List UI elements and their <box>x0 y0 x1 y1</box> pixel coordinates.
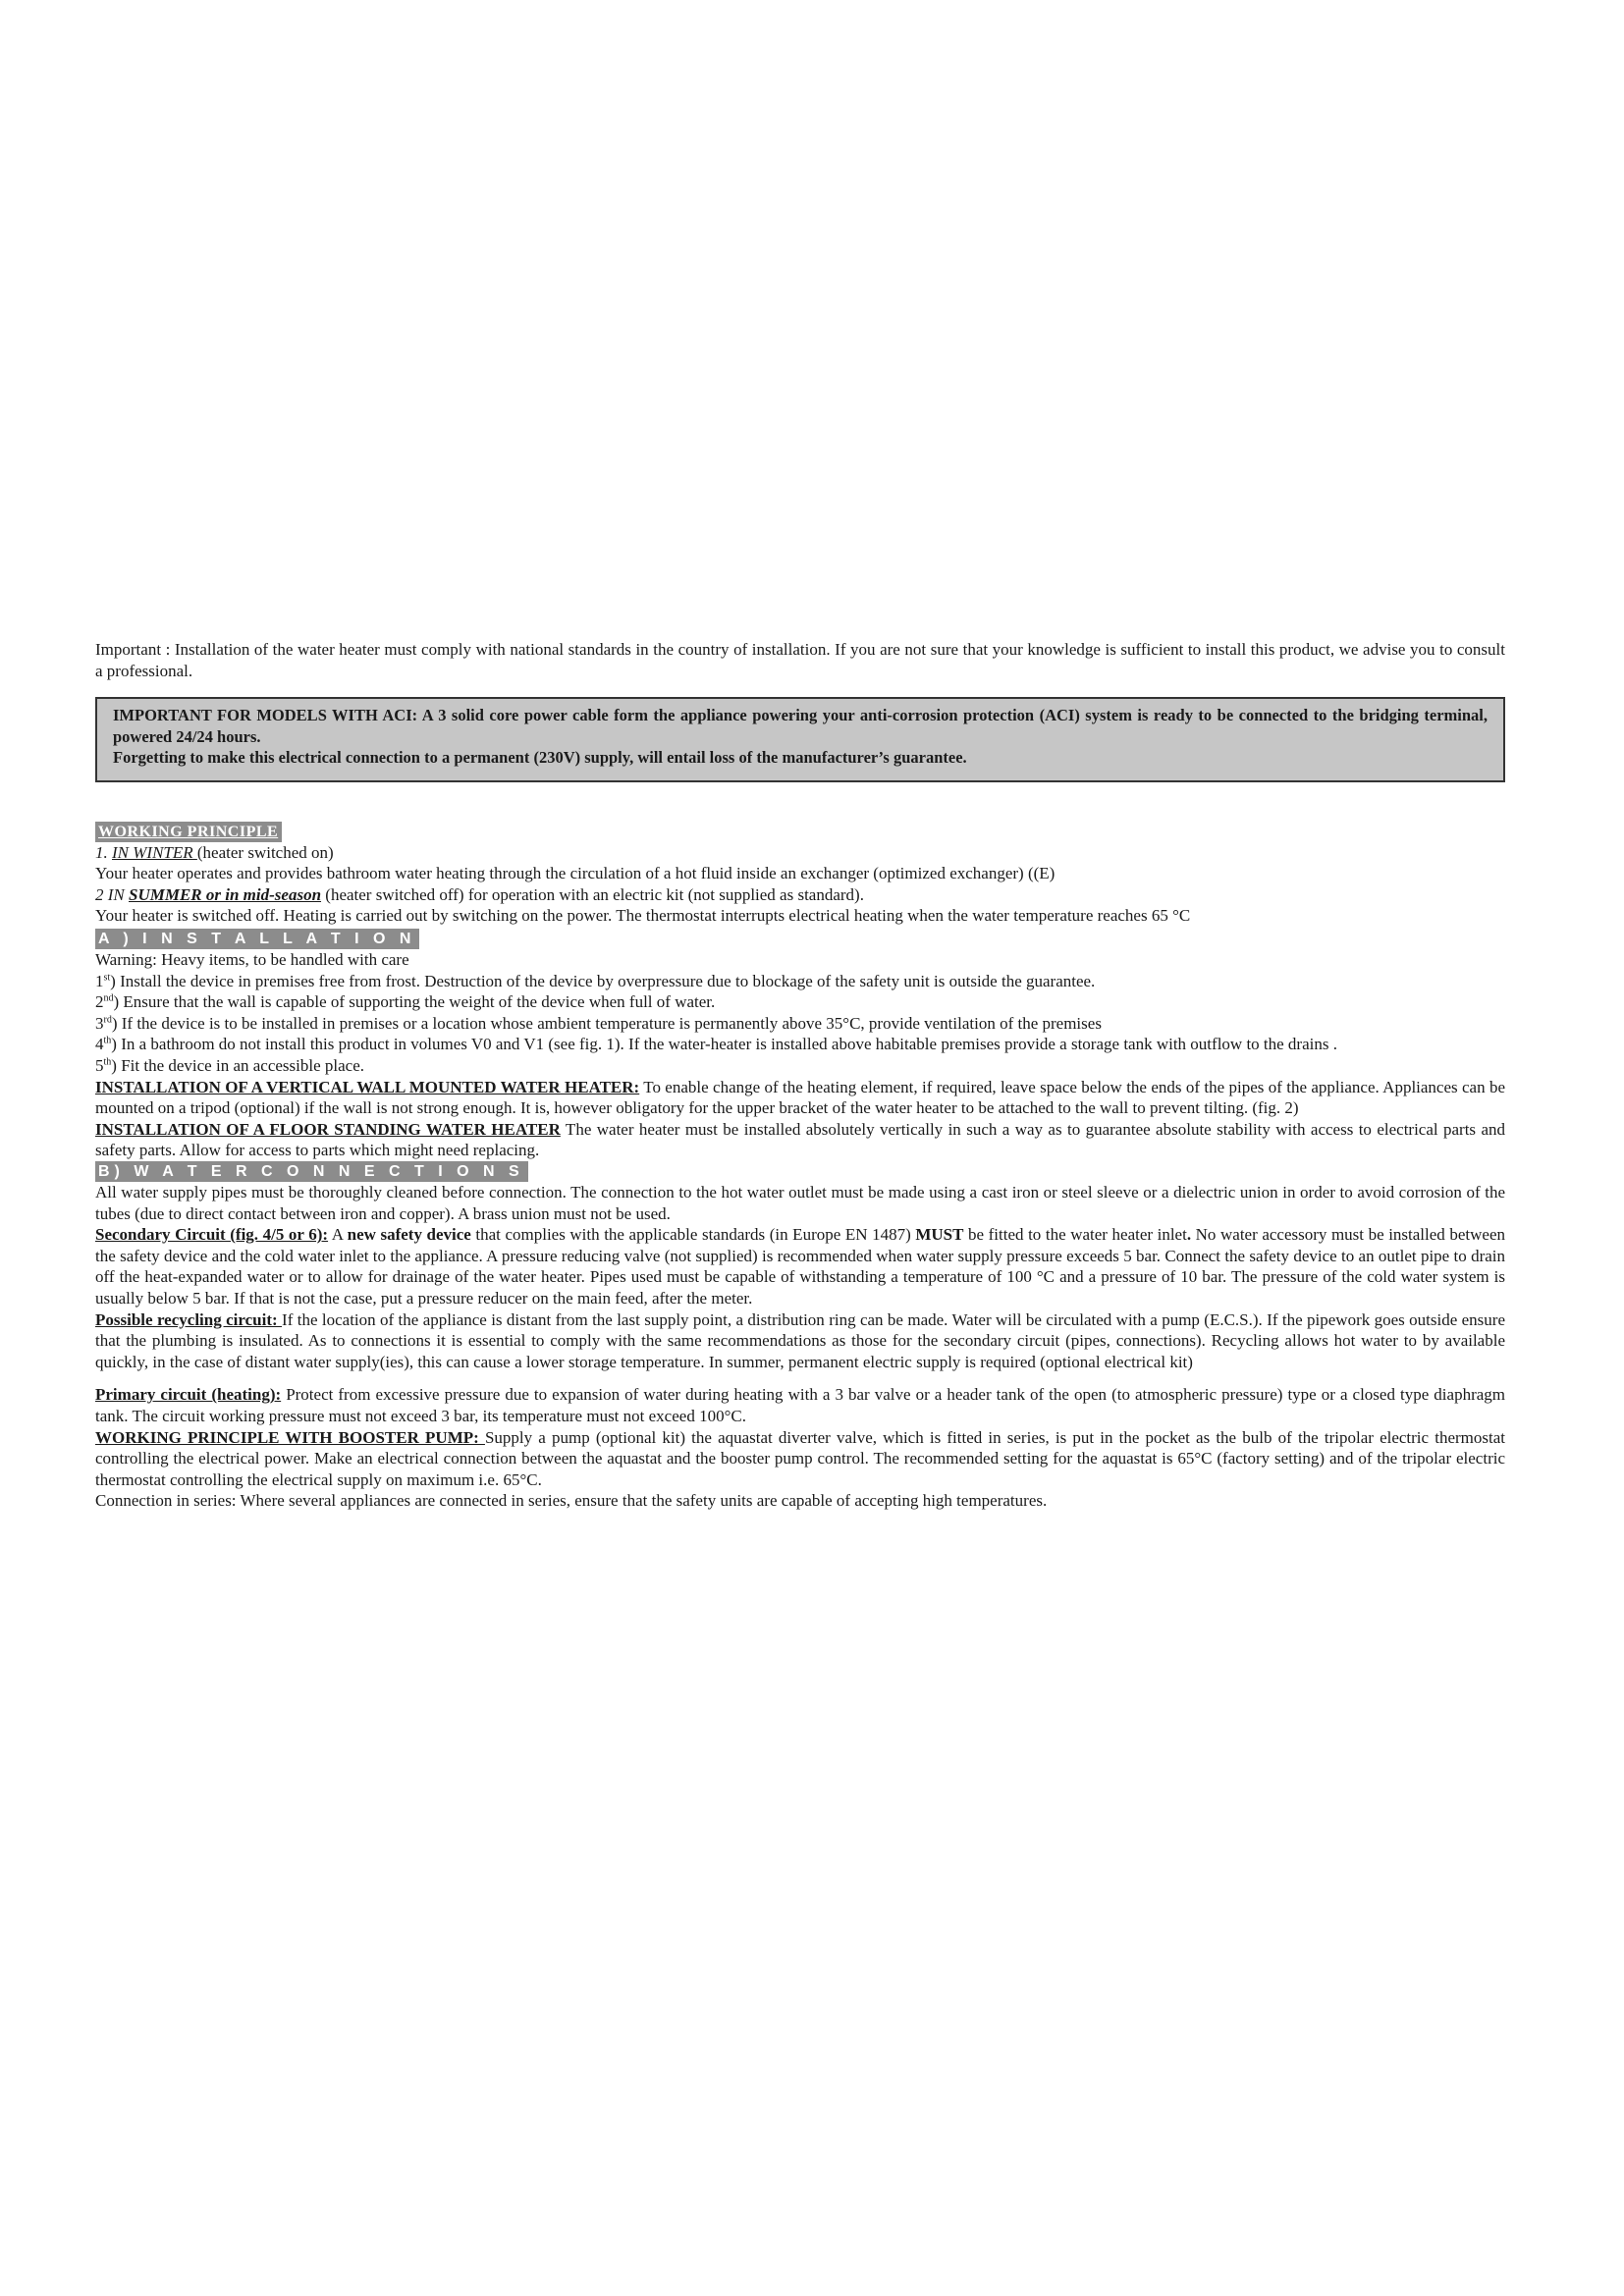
booster-pump-paragraph: WORKING PRINCIPLE WITH BOOSTER PUMP: Supply a pump (optional kit) the aquastat diverter valve, which is fitted in series, is put in the pocket as the bulb of the tripolar electric thermostat controlling the electrical power. Make an electrical connection between the aquastat and the booster pump control. The recommended setting for the aquastat is 65°C (factory setting) and of the tripolar electric thermostat controlling the electrical supply on maximum i.e. 65°C. <box>95 1427 1505 1489</box>
water-connections-general: All water supply pipes must be thoroughly cleaned before connection. The connection to the hot water outlet must be made using a cast iron or steel sleeve or a dielectric union in order to avoid corrosion of the tubes (due to direct contact between iron and copper). A brass union must not be used. <box>95 1183 1505 1223</box>
winter-label: IN WINTER <box>112 842 197 862</box>
recycling-circuit-paragraph: Possible recycling circuit: If the location of the appliance is distant from the last supply point, a distribution ring can be made. Water will be circulated with a pump (E.C.S.). If the pipework goes outside ensure that the plumbing is insulated. As to connections it is essential to comply with the same recommendations as those for the secondary circuit (pipes, connections). Recycling allows hot water to by available quickly, in the case of distant water supply(ies), this can cause a lower storage temperature. In summer, permanent electric supply is required (optional electrical kit) <box>95 1309 1505 1371</box>
installation-steps-list <box>95 971 1505 1077</box>
summer-text: Your heater is switched off. Heating is carried out by switching on the power. The thermostat interrupts electrical heating when the water temperature reaches 65 °C <box>95 906 1191 926</box>
primary-circuit-heading: Primary circuit (heating): <box>95 1385 282 1405</box>
wall-mounted-heading: INSTALLATION OF A VERTICAL WALL MOUNTED WATER HEATER: <box>95 1077 640 1096</box>
floor-standing-paragraph: INSTALLATION OF A FLOOR STANDING WATER HEATER The water heater must be installed absolutely vertically in such a way as to guarantee absolute stability with access to electrical parts and safety parts. Allow for access to parts which might need replacing. <box>95 1119 1505 1160</box>
primary-circuit-paragraph: Primary circuit (heating): Protect from excessive pressure due to expansion of water during heating with a 3 bar valve or a header tank of the open (to atmospheric pressure) type or a closed type diaphragm tank. The circuit working pressure must not exceed 3 bar, its temperature must not exceed 100°C. <box>95 1385 1505 1425</box>
intro-paragraph: Important : Installation of the water heater must comply with national standards in the country of installation. If you are not sure that your knowledge is sufficient to install this product, we advise you to consult a professional. <box>95 640 1505 680</box>
winter-text: Your heater operates and provides bathroom water heating through the circulation of a hot fluid inside an exchanger (optimized exchanger) ((E) <box>95 864 1056 883</box>
aci-warning-line-2: Forgetting to make this electrical connection to a permanent (230V) supply, will entail loss of the manufacturer’s guarantee. <box>113 748 967 768</box>
secondary-circuit-heading: Secondary Circuit (fig. 4/5 or 6): <box>95 1225 329 1245</box>
wall-mounted-paragraph: INSTALLATION OF A VERTICAL WALL MOUNTED WATER HEATER: To enable change of the heating element, if required, leave space below the ends of the pipes of the appliance. Appliances can be mounted on a tripod (optional) if the wall is not strong enough. It is, however obligatory for the upper bracket of the water heater to be attached to the wall to prevent tilting. (fig. 2) <box>95 1077 1505 1118</box>
connection-in-series-paragraph: Connection in series: Where several appliances are connected in series, ensure that the safety units are capable of accepting high temperatures. <box>95 1491 1048 1511</box>
summer-label: SUMMER or in mid-season <box>129 884 322 904</box>
secondary-circuit-paragraph: Secondary Circuit (fig. 4/5 or 6): A new safety device that complies with the applicable standards (in Europe EN 1487) MUST be fitted to the water heater inlet. No water accessory must be installed between the safety device and the cold water inlet to the appliance. A pressure reducing valve (not supplied) is recommended when water supply pressure exceeds 5 bar. Connect the safety device to an outlet pipe to drain off the heat-expanded water or to allow for drainage of the water heater. Pipes used must be capable of withstanding a temperature of 100 °C and a pressure of 10 bar. The pressure of the cold water system is usually below 5 bar. If that is not the case, put a pressure reducer on the main feed, after the meter. <box>95 1225 1506 1308</box>
installation-section <box>95 929 1505 1161</box>
summer-heading-line: 2 IN SUMMER or in mid-season (heater switched off) for operation with an electric kit (not supplied as standard). <box>95 884 864 904</box>
aci-warning-line-1: IMPORTANT FOR MODELS WITH ACI: A 3 solid core power cable form the appliance powering your anti-corrosion protection (ACI) system is ready to be connected to the bridging terminal, powered 24/24 hours. <box>113 706 1488 746</box>
installation-step: 1st) Install the device in premises free from frost. Destruction of the device by overpressure due to blockage of the safety unit is outside the guarantee. <box>95 971 1096 990</box>
installation-step: 2nd) Ensure that the wall is capable of supporting the weight of the device when full of water. <box>95 992 716 1012</box>
working-principle-heading: WORKING PRINCIPLE <box>95 822 282 842</box>
floor-standing-heading: INSTALLATION OF A FLOOR STANDING WATER HEATER <box>95 1119 561 1139</box>
installation-warning: Warning: Heavy items, to be handled with care <box>95 950 409 970</box>
booster-pump-heading: WORKING PRINCIPLE WITH BOOSTER PUMP: <box>95 1427 485 1447</box>
water-connections-heading: B) W A T E R C O N N E C T I O N S <box>95 1161 528 1182</box>
working-principle-section <box>95 822 1505 927</box>
document-page <box>95 639 1505 1512</box>
recycling-circuit-heading: Possible recycling circuit: <box>95 1309 283 1329</box>
installation-step: 5th) Fit the device in an accessible place. <box>95 1056 365 1076</box>
installation-step: 4th) In a bathroom do not install this product in volumes V0 and V1 (see fig. 1). If the water-heater is installed above habitable premises provide a storage tank with outflow to the drains . <box>95 1035 1337 1054</box>
water-connections-section <box>95 1161 1505 1512</box>
installation-step: 3rd) If the device is to be installed in premises or a location whose ambient temperature is permanently above 35°C, provide ventilation of the premises <box>95 1013 1102 1033</box>
installation-heading: A ) I N S T A L L A T I O N <box>95 929 419 949</box>
winter-heading-line: 1. IN WINTER (heater switched on) <box>95 842 334 862</box>
aci-warning-box <box>95 697 1505 782</box>
